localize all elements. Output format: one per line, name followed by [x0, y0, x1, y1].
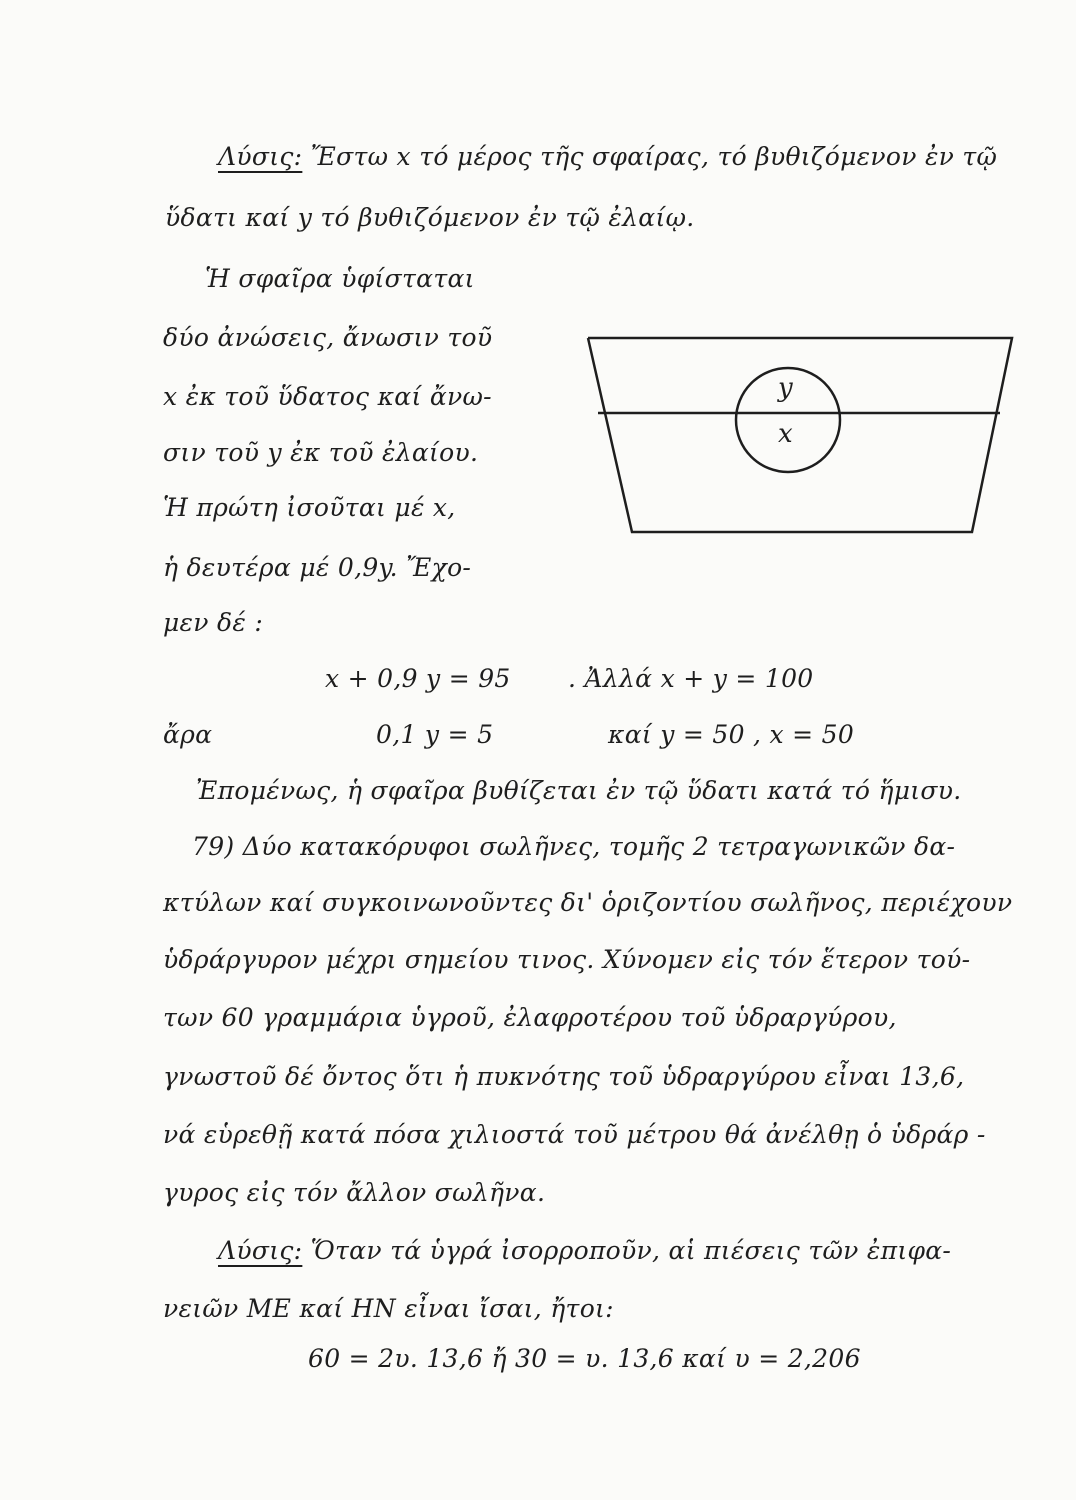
label-y: y [778, 373, 793, 403]
solution2-equation: 60 = 2υ. 13,6 ἤ 30 = υ. 13,6 καί υ = 2,206 [308, 1344, 861, 1373]
label-x: x [778, 419, 793, 449]
solution1-line8: ἡ δευτέρα μέ 0,9y. Ἔχο- [163, 553, 472, 582]
solution1-first-line [218, 142, 997, 171]
solution1-line7: Ἡ πρώτη ἰσοῦται μέ x, [163, 493, 456, 522]
vessel-diagram-svg [580, 330, 1020, 550]
equation2-ara: ἄρα [163, 720, 213, 749]
vessel-outline [588, 338, 1012, 532]
solution2-heading: Λύσις: [218, 1236, 303, 1265]
problem79-line2: κτύλων καί συγκοινωνοῦντες δι' ὁριζοντίου σωλῆνος, περιέχουν [163, 888, 1013, 917]
problem79-line5: γνωστοῦ δέ ὄντος ὅτι ἡ πυκνότης τοῦ ὑδραργύρου εἶναι 13,6, [163, 1062, 965, 1091]
solution1-line9: μεν δέ : [163, 608, 264, 637]
solution1-line6: σιν τοῦ y ἐκ τοῦ ἐλαίου. [163, 438, 479, 467]
equation2-mid: 0,1 y = 5 [376, 720, 494, 749]
solution1-line3: Ἡ σφαῖρα ὑφίσταται [205, 264, 475, 293]
solution1-conclusion: Ἐπομένως, ἡ σφαῖρα βυθίζεται ἐν τῷ ὕδατι κατά τό ἥμισυ. [196, 776, 962, 805]
solution1-line4: δύο ἀνώσεις, ἄνωσιν τοῦ [163, 323, 493, 352]
solution1-line1: Ἔστω x τό μέρος τῆς σφαίρας, τό βυθιζόμενον ἐν τῷ [310, 142, 998, 171]
problem79-line4: των 60 γραμμάρια ὑγροῦ, ἐλαφροτέρου τοῦ ὑδραργύρου, [163, 1003, 897, 1032]
problem79-line7: γυρος εἰς τόν ἄλλον σωλῆνα. [163, 1178, 546, 1207]
solution2-first-line [218, 1236, 951, 1265]
problem79-line6: νά εὑρεθῇ κατά πόσα χιλιοστά τοῦ μέτρου θά ἀνέλθῃ ὁ ὑδράρ - [163, 1120, 986, 1149]
problem79-line3: ὑδράργυρον μέχρι σημείου τινος. Χύνομεν εἰς τόν ἕτερον τού- [163, 945, 971, 974]
vessel-diagram [580, 330, 1020, 550]
equation2-right: καί y = 50 , x = 50 [608, 720, 855, 749]
solution2-line2: νειῶν ΜΕ καί ΗΝ εἶναι ἴσαι, ἤτοι: [163, 1294, 614, 1323]
problem79-line1: 79) Δύο κατακόρυφοι σωλῆνες, τομῆς 2 τετραγωνικῶν δα- [192, 832, 956, 861]
equation1-right: . Ἀλλά x + y = 100 [568, 664, 814, 693]
solution2-line1: Ὅταν τά ὑγρά ἰσορροποῦν, αἱ πιέσεις τῶν ἐπιφα- [310, 1236, 952, 1265]
solution1-line2: ὕδατι καί y τό βυθιζόμενον ἐν τῷ ἐλαίῳ. [165, 203, 695, 232]
solution1-heading: Λύσις: [218, 142, 303, 171]
solution1-line5: x ἐκ τοῦ ὕδατος καί ἄνω- [163, 382, 492, 411]
equation1-left: x + 0,9 y = 95 [325, 664, 511, 693]
